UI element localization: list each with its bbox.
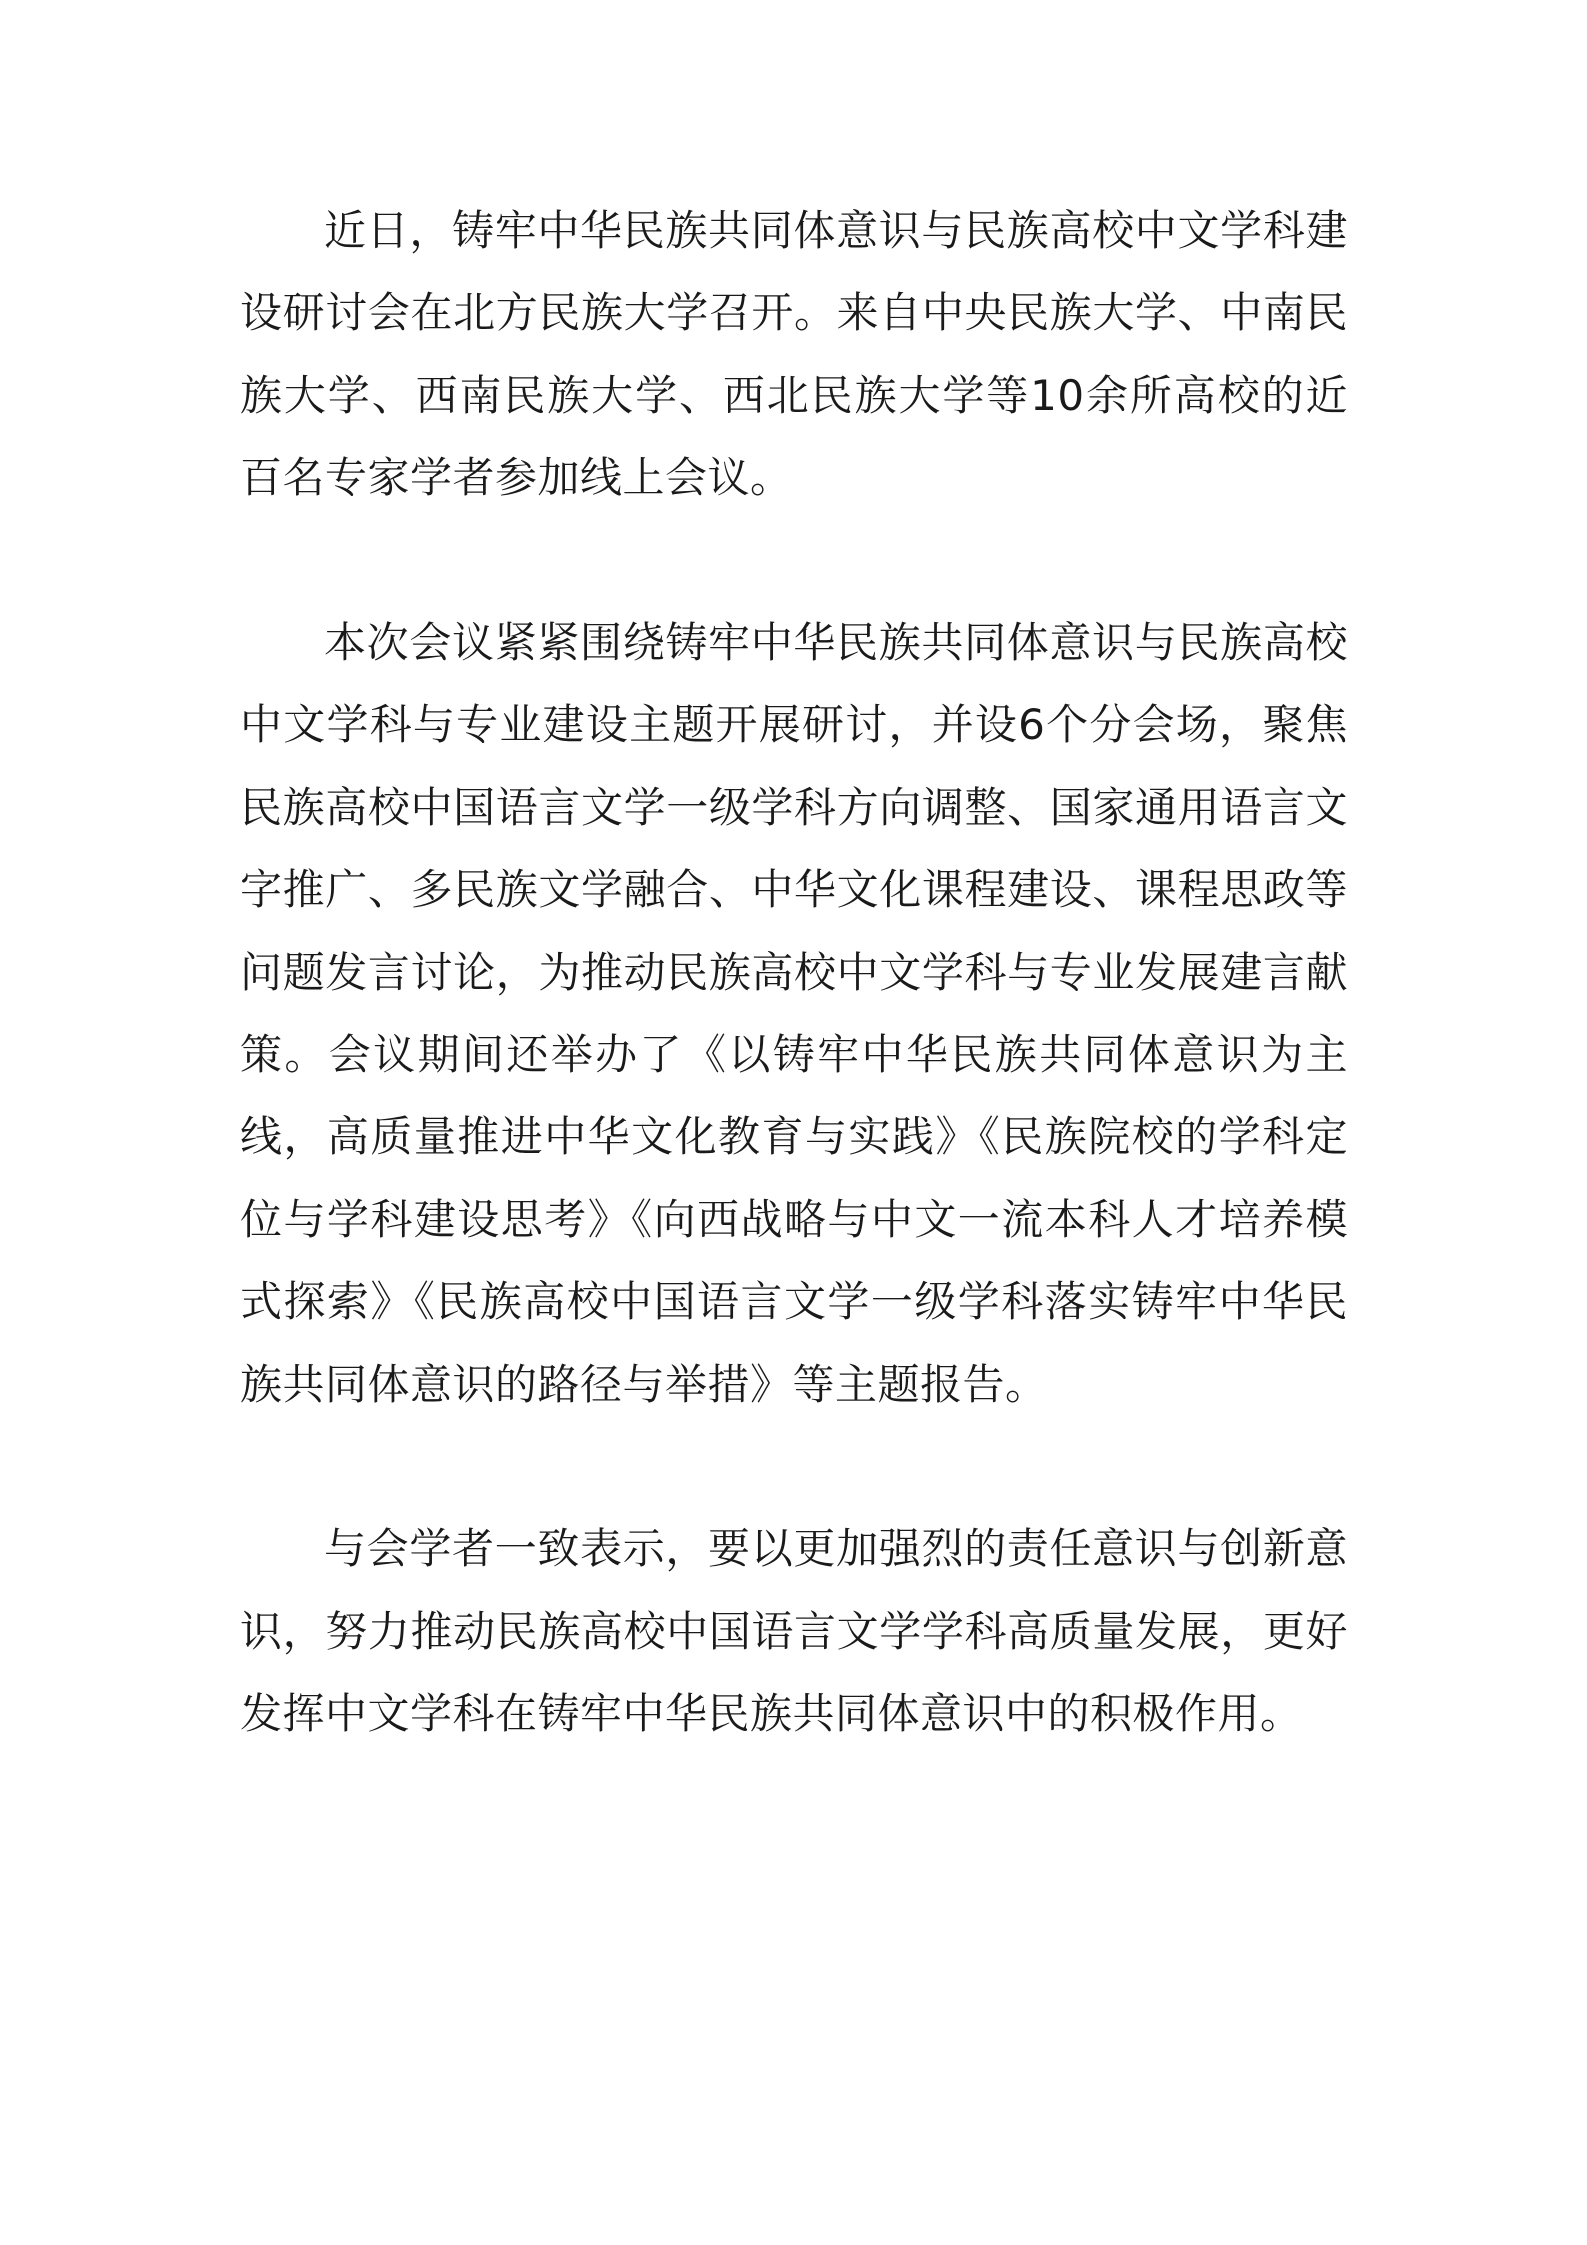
paragraph-2: 本次会议紧紧围绕铸牢中华民族共同体意识与民族高校中文学科与专业建设主题开展研讨，并设6个分会场，聚焦民族高校中国语言文学一级学科方向调整、国家通用语言文字推广、多民族文学融合、中华文化课程建设、课程思政等问题发言讨论，为推动民族高校中文学科与专业发展建言献策。会议期间还举办了《以铸牢中华民族共同体意识为主线，高质量推进中华文化教育与实践》《民族院校的学科定位与学科建设思考》《向西战略与中文一流本科人才培养模式探索》《民族高校中国语言文学一级学科落实铸牢中华民族共同体意识的路径与举措》等主题报告。 [240, 618, 1348, 1409]
article-body [240, 190, 1348, 1838]
paragraph-1: 近日，铸牢中华民族共同体意识与民族高校中文学科建设研讨会在北方民族大学召开。来自中央民族大学、中南民族大学、西南民族大学、西北民族大学等10余所高校的近百名专家学者参加线上会议。 [240, 206, 1348, 503]
paragraph-3: 与会学者一致表示，要以更加强烈的责任意识与创新意识，努力推动民族高校中国语言文学学科高质量发展，更好发挥中文学科在铸牢中华民族共同体意识中的积极作用。 [240, 1524, 1348, 1739]
